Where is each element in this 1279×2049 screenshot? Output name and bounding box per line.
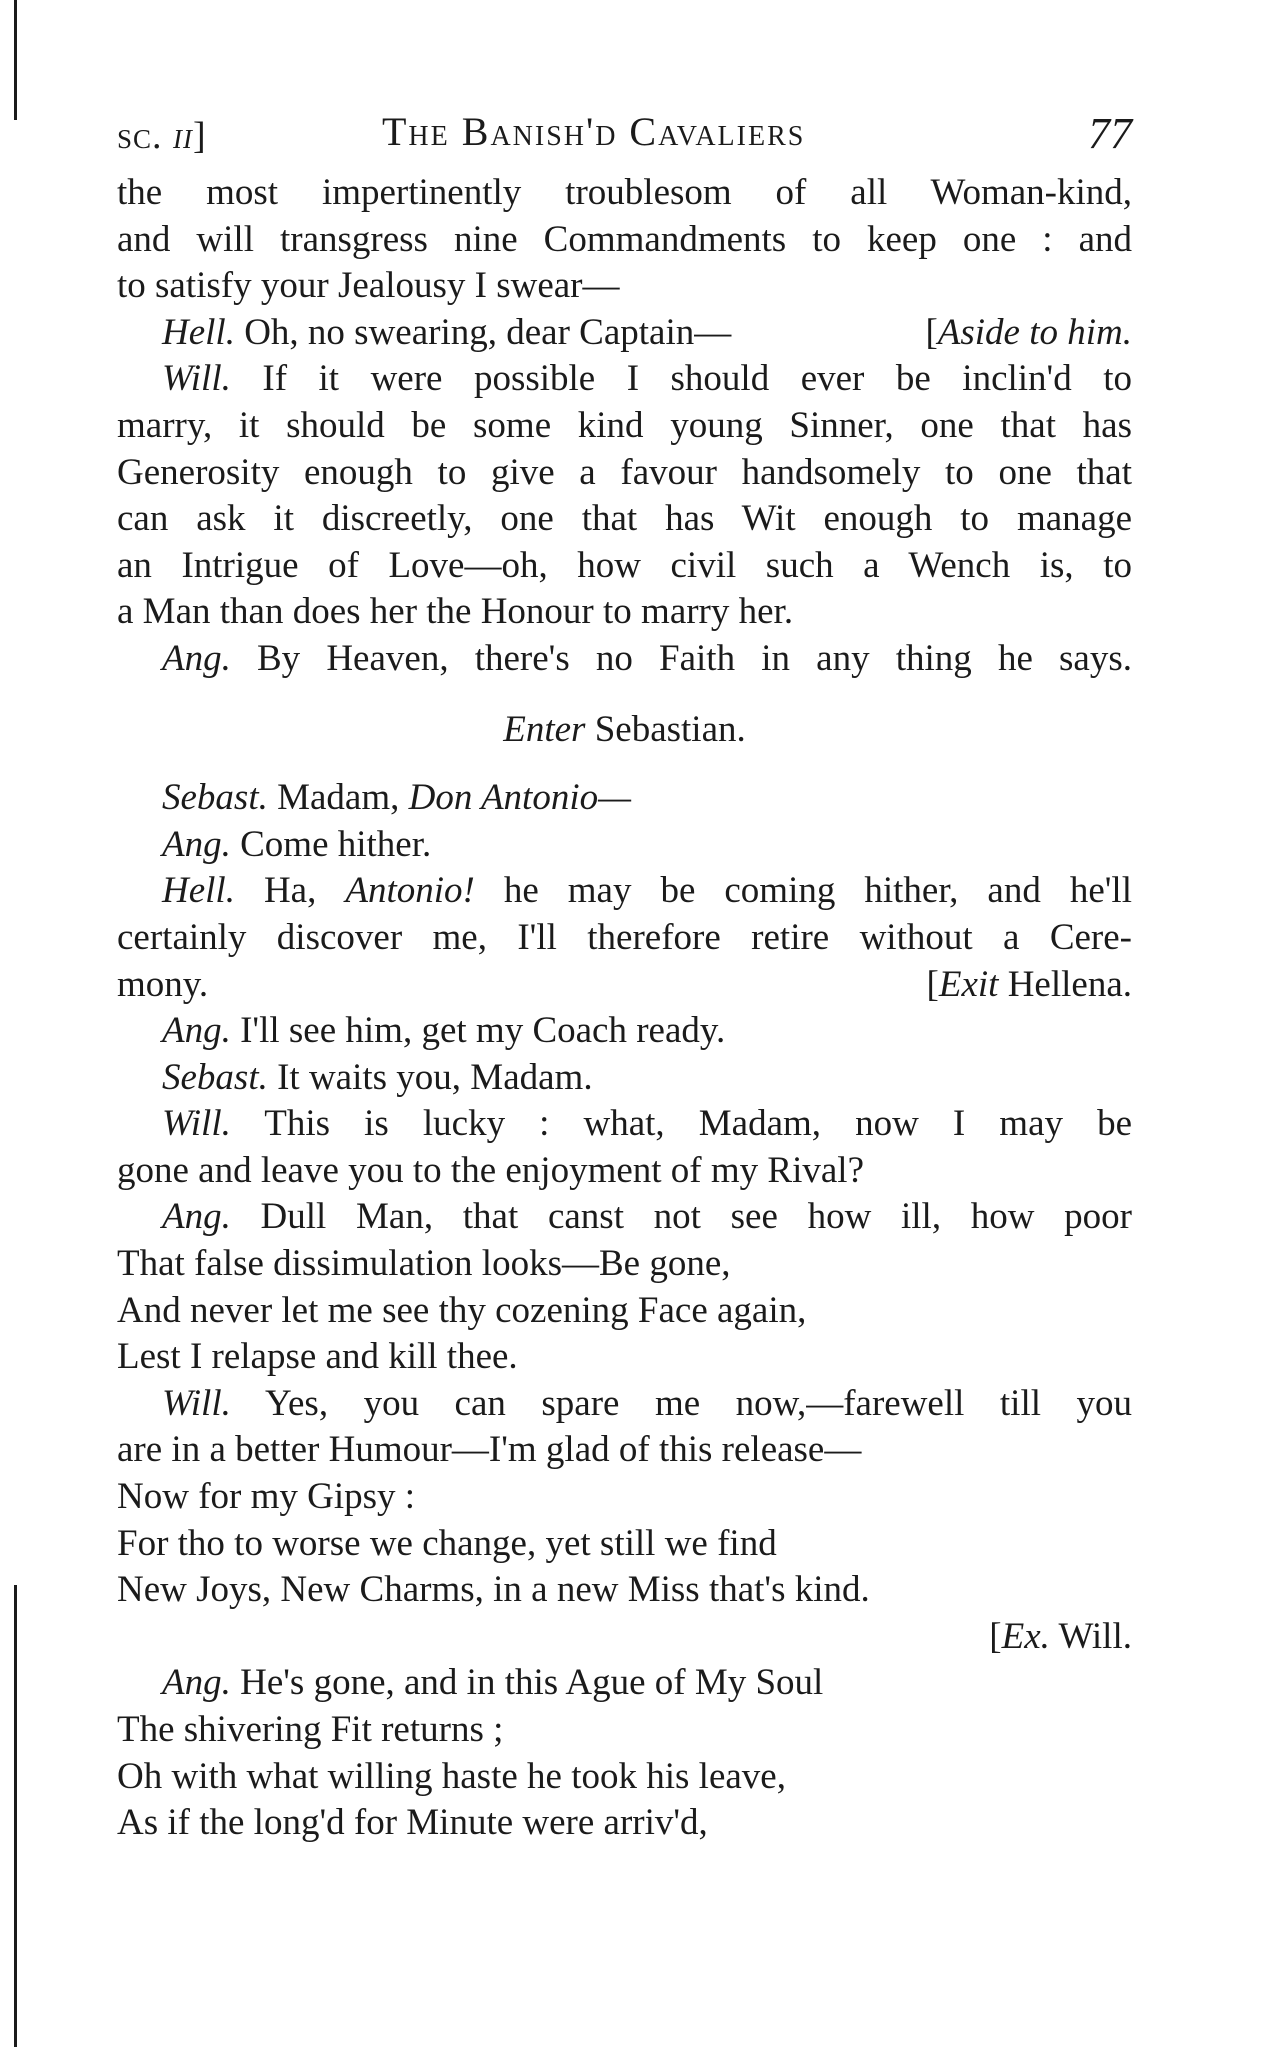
speaker-name: Will. [162, 1103, 231, 1145]
speaker-name: Ang. [162, 1010, 231, 1052]
speaker-name: Will. [162, 1382, 231, 1424]
text-line-with-exit: mony. [Exit Hellena. [117, 962, 1132, 1009]
page-number: 77 [1088, 109, 1132, 158]
text-line: a Man than does her the Honour to marry her. [117, 591, 794, 633]
speaker-name: Ang. [162, 823, 231, 865]
text-line: gone and leave you to the enjoyment of my Rival? [117, 1149, 864, 1191]
verse-line: That false dissimulation looks—Be gone, [117, 1243, 731, 1285]
dialogue-line: Hell. Oh, no swearing, dear Captain— [Aside to him. [117, 310, 1132, 357]
verse-line: New Joys, New Charms, in a new Miss that's kind. [117, 1569, 870, 1611]
speaker-name: Ang. [162, 1662, 231, 1704]
speaker-name: Sebast. [162, 1056, 268, 1098]
verse-line: Lest I relapse and kill thee. [117, 1336, 518, 1378]
dialogue-line: Ang. He's gone, and in this Ague of My Soul [162, 1662, 824, 1704]
stage-direction-entrance: Enter Sebastian. [503, 708, 746, 750]
speaker-name: Will. [162, 358, 231, 400]
text-line: are in a better Humour—I'm glad of this release— [117, 1429, 862, 1471]
binding-edge-bottom [14, 1585, 17, 2047]
dialogue-line: Will. If it were possible I should ever be inclin'd to [162, 358, 1132, 400]
text-line: to satisfy your Jealousy I swear— [117, 265, 620, 307]
text-line: marry, it should be some kind young Sinner, one that has [117, 404, 1132, 446]
dialogue-line: Ang. Come hither. [162, 823, 432, 865]
dialogue-line: Will. This is lucky : what, Madam, now I may be [162, 1103, 1132, 1145]
stage-direction-exit: [Exit Hellena. [926, 963, 1132, 1005]
verse-line: The shivering Fit returns ; [117, 1709, 504, 1750]
dialogue-line: Sebast. It waits you, Madam. [162, 1056, 593, 1098]
text-line: can ask it discreetly, one that has Wit enough to manage [117, 498, 1132, 540]
play-text [117, 170, 1132, 1847]
verse-line: As if the long'd for Minute were arriv'd, [117, 1802, 708, 1844]
binding-edge-top [14, 0, 17, 120]
speaker-name: Ang. [162, 1196, 231, 1238]
text-line: and will transgress nine Commandments to keep one : and [117, 218, 1132, 260]
stage-direction-exit: [Ex. Will. [989, 1615, 1132, 1657]
scene-numeral: ii [173, 115, 194, 157]
scene-bracket: ] [193, 115, 207, 157]
speaker-name: Hell. [162, 311, 235, 353]
text-line: the most impertinently troublesom of all Woman-kind, [117, 172, 1132, 213]
speaker-name: Hell. [162, 870, 235, 912]
scene-marker [117, 114, 207, 158]
dialogue-line: Hell. Ha, Antonio! he may be coming hither, and he'll [162, 870, 1132, 912]
verse-line: Now for my Gipsy : [117, 1476, 416, 1518]
text-line: Generosity enough to give a favour handsomely to one that [117, 451, 1132, 493]
dialogue-line: Sebast. Madam, Don Antonio— [162, 777, 632, 819]
verse-line: For tho to worse we change, yet still we find [117, 1522, 777, 1564]
dialogue-line: Ang. Dull Man, that canst not see how ill, how poor [162, 1196, 1132, 1238]
verse-line: Oh with what willing haste he took his leave, [117, 1755, 786, 1797]
verse-line: And never let me see thy cozening Face again, [117, 1289, 807, 1331]
stage-direction: [Aside to him. [925, 311, 1132, 353]
text-line: an Intrigue of Love—oh, how civil such a Wench is, to [117, 544, 1132, 586]
dialogue-line: Ang. I'll see him, get my Coach ready. [162, 1010, 726, 1052]
scene-prefix: sc. [117, 115, 163, 157]
page-header [117, 108, 1132, 160]
text-line: certainly discover me, I'll therefore retire without a Cere- [117, 916, 1132, 958]
speaker-name: Ang. [162, 637, 231, 679]
dialogue-line: Ang. By Heaven, there's no Faith in any thing he says. [162, 637, 1132, 679]
dialogue-line: Will. Yes, you can spare me now,—farewell till you [162, 1382, 1132, 1424]
speaker-name: Sebast. [162, 777, 268, 819]
running-title: The Banish'd Cavaliers [382, 109, 806, 154]
